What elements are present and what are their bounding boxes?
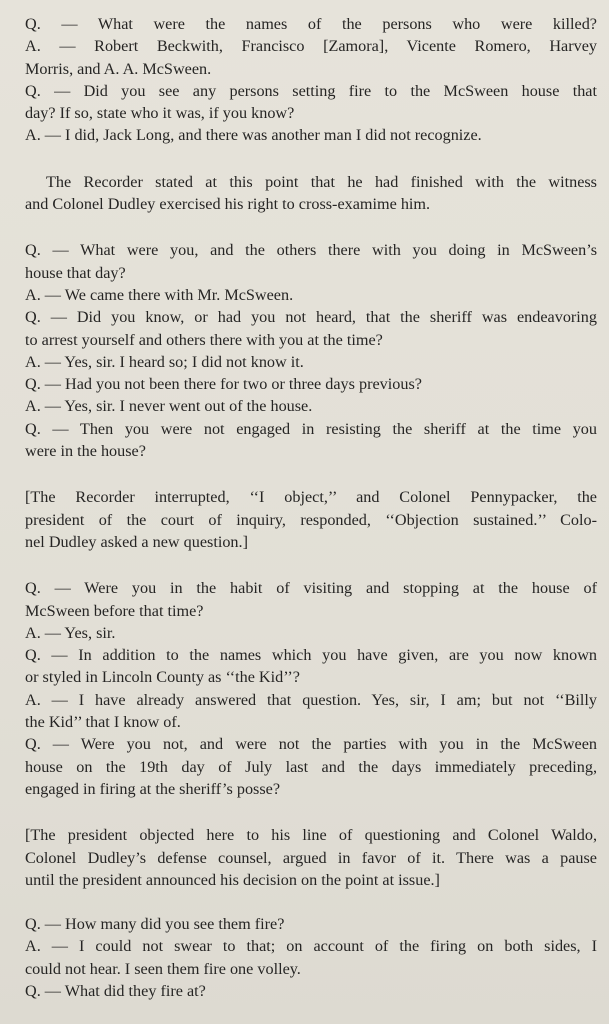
bracket-note-line: Colonel Dudley’s defense counsel, argued in favor of it. There was a pause bbox=[25, 848, 597, 867]
question-line: Q. — Did you see any persons setting fire to the McSween house that bbox=[25, 81, 597, 100]
answer-line: A. — Yes, sir. bbox=[25, 623, 116, 642]
paragraph-gap bbox=[25, 147, 597, 171]
question-line: Q. — Were you not, and were not the parties with you in the McSween bbox=[25, 735, 597, 754]
paragraph-gap bbox=[25, 553, 597, 577]
question-line: engaged in firing at the sheriff’s posse? bbox=[25, 779, 281, 798]
bracket-note-line: until the president announced his decision on the point at issue.] bbox=[25, 870, 440, 889]
answer-line: A. — I did, Jack Long, and there was another man I did not recognize. bbox=[25, 126, 482, 145]
narration-line: The Recorder stated at this point that he had finished with the witness bbox=[46, 172, 597, 191]
question-line: Q. — How many did you see them fire? bbox=[25, 915, 285, 934]
question-line: house that day? bbox=[25, 263, 126, 282]
answer-line: A. — I have already answered that question. Yes, sir, I am; but not ‘‘Billy bbox=[25, 690, 597, 709]
question-line: Q. — What did they fire at? bbox=[25, 981, 206, 1000]
question-line: Q. — What were you, and the others there with you doing in McSween’s bbox=[25, 241, 597, 260]
answer-line: A. — I could not swear to that; on account of the firing on both sides, I bbox=[25, 937, 597, 956]
answer-line: A. — Yes, sir. I never went out of the house. bbox=[25, 397, 313, 416]
paragraph-gap bbox=[25, 462, 597, 486]
question-line: Q. — Then you were not engaged in resisting the sheriff at the time you bbox=[25, 419, 597, 438]
bracket-note-line: [The Recorder interrupted, ‘‘I object,’’ and Colonel Pennypacker, the bbox=[25, 488, 597, 507]
narration-line: and Colonel Dudley exercised his right to cross-examime him. bbox=[25, 195, 431, 214]
question-line: Q. — Did you know, or had you not heard, that the sheriff was endeavoring bbox=[25, 308, 597, 327]
paragraph-gap bbox=[25, 215, 597, 239]
answer-line: A. — We came there with Mr. McSween. bbox=[25, 285, 294, 304]
paragraph-gap bbox=[25, 800, 597, 824]
question-line: day? If so, state who it was, if you know? bbox=[25, 104, 295, 123]
answer-line: A. — Yes, sir. I heard so; I did not know it. bbox=[25, 352, 304, 371]
question-line: were in the house? bbox=[25, 442, 146, 461]
answer-line: the Kid’’ that I know of. bbox=[25, 713, 181, 732]
transcript-column bbox=[25, 13, 597, 1002]
bracket-note-line: [The president objected here to his line of questioning and Colonel Waldo, bbox=[25, 826, 597, 845]
bracket-note-line: nel Dudley asked a new question.] bbox=[25, 532, 248, 551]
question-line: Q. — Had you not been there for two or three days previous? bbox=[25, 375, 422, 394]
question-line: or styled in Lincoln County as ‘‘the Kid’’? bbox=[25, 668, 300, 687]
question-line: Q. — Were you in the habit of visiting and stopping at the house of bbox=[25, 579, 597, 598]
answer-line: Morris, and A. A. McSween. bbox=[25, 59, 212, 78]
answer-line: could not hear. I seen them fire one volley. bbox=[25, 959, 301, 978]
answer-line: A. — Robert Beckwith, Francisco [Zamora], Vicente Romero, Harvey bbox=[25, 37, 597, 56]
paragraph-gap bbox=[25, 891, 597, 913]
question-line: to arrest yourself and others there with you at the time? bbox=[25, 330, 383, 349]
bracket-note-line: president of the court of inquiry, responded, ‘‘Objection sustained.’’ Colo- bbox=[25, 510, 597, 529]
question-line: Q. — What were the names of the persons who were killed? bbox=[25, 15, 597, 33]
question-line: house on the 19th day of July last and the days immediately preceding, bbox=[25, 757, 597, 776]
question-line: McSween before that time? bbox=[25, 601, 204, 620]
question-line: Q. — In addition to the names which you have given, are you now known bbox=[25, 646, 597, 665]
